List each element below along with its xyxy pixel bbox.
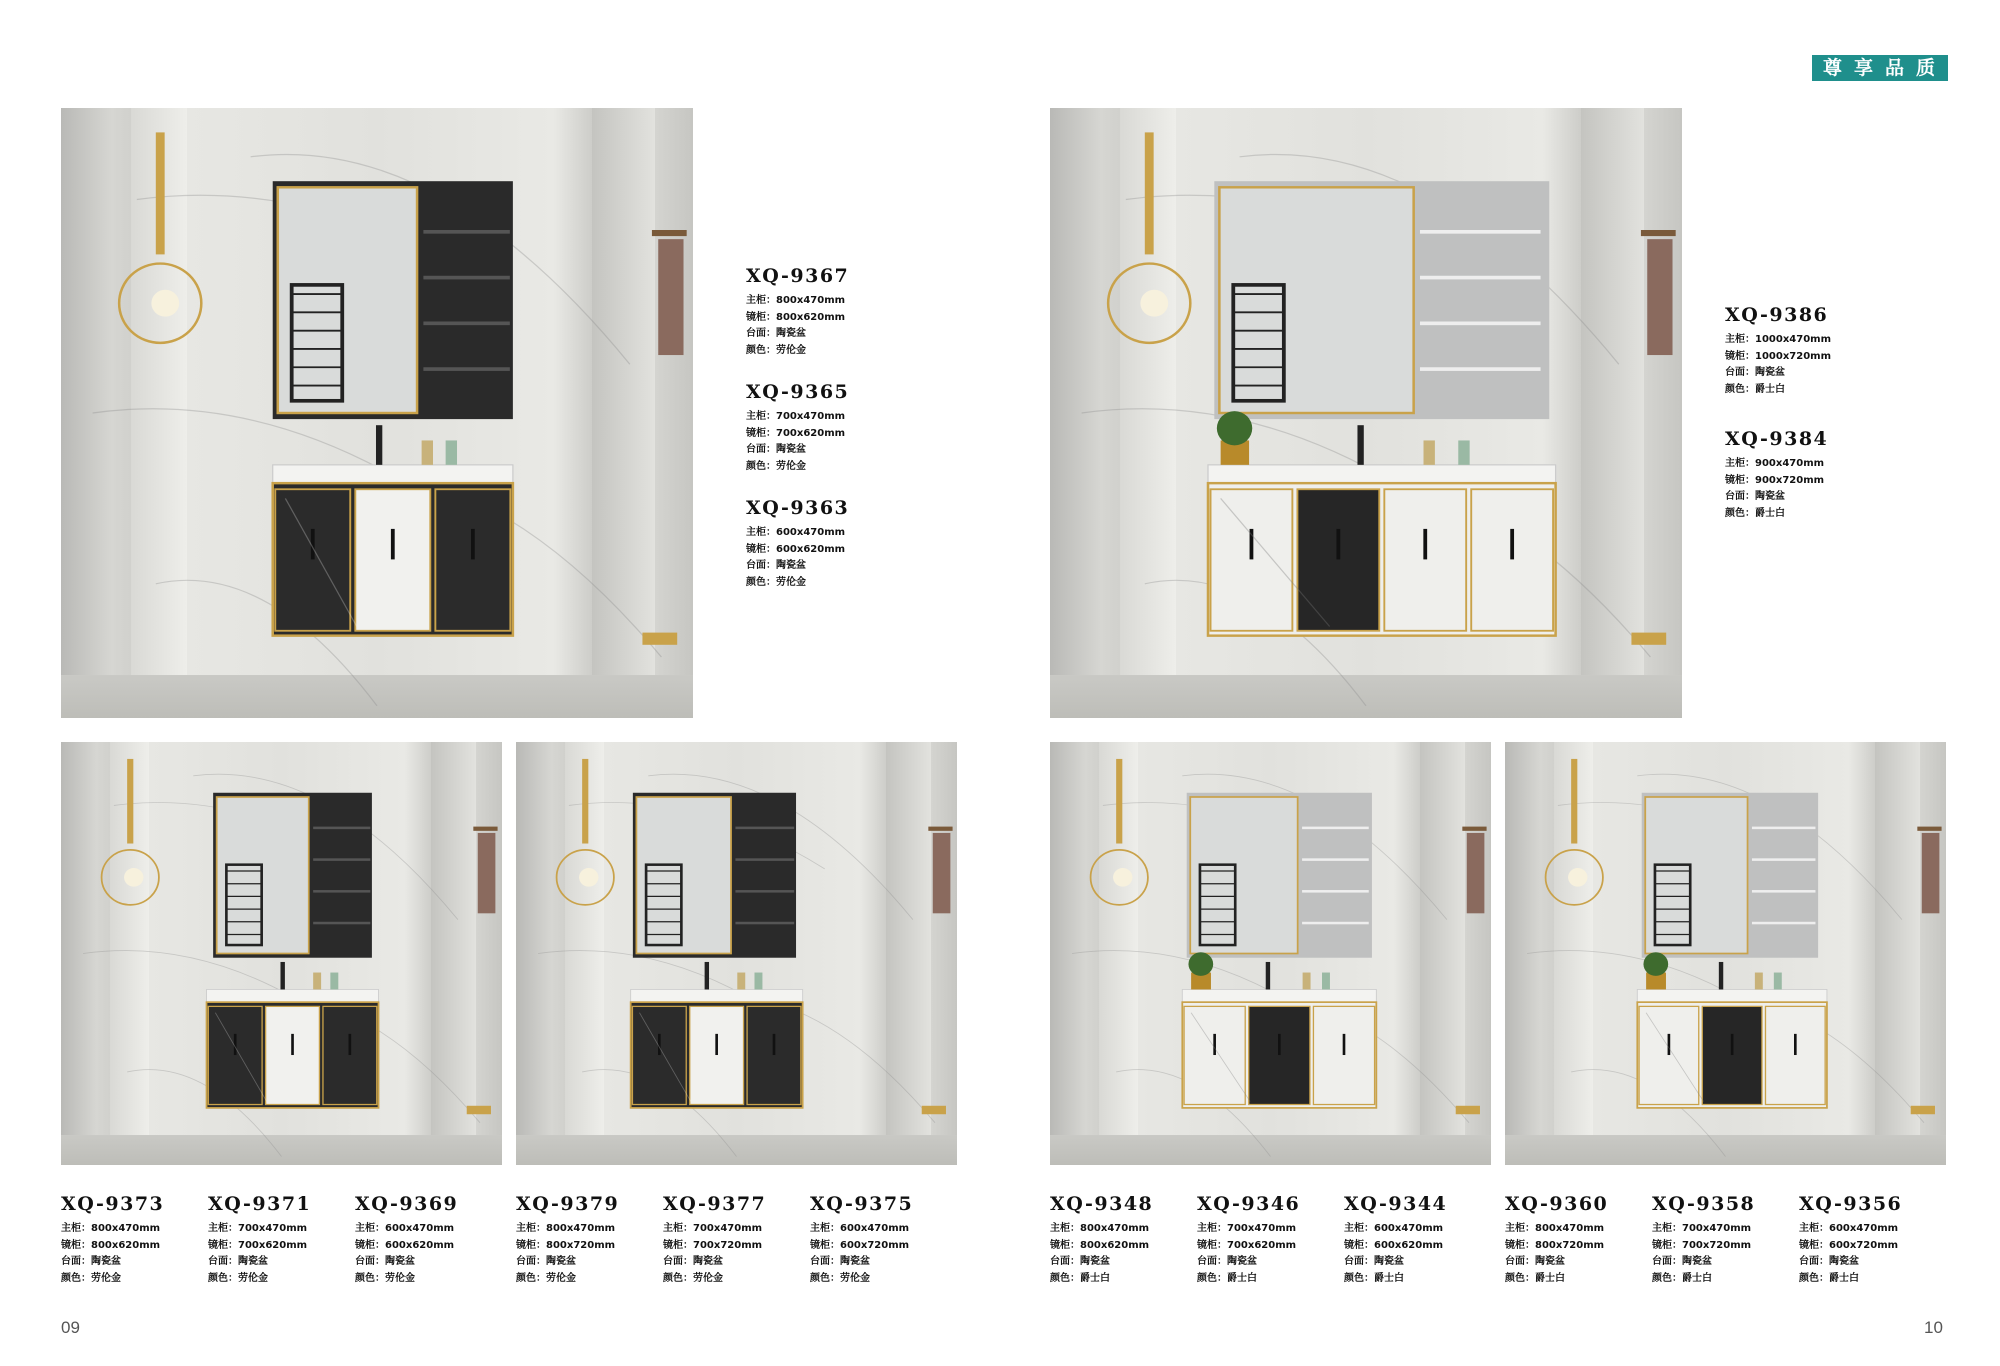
spec-value: 800x470mm (1080, 1223, 1150, 1234)
spec-label: 颜色： (1652, 1272, 1682, 1284)
spec-label: 主柜： (746, 527, 776, 538)
spec-label: 主柜： (1725, 334, 1755, 345)
spec-top (355, 1254, 458, 1271)
quality-badge: 尊享品质 (1812, 55, 1948, 81)
spec-value: 陶瓷盆 (1682, 1256, 1712, 1267)
spec-mirror (746, 426, 849, 443)
spec-color (810, 1271, 913, 1288)
model-spec (1505, 1193, 1608, 1287)
spec-color (1197, 1271, 1300, 1288)
model-spec (663, 1193, 766, 1287)
spec-value: 劳伦金 (385, 1272, 415, 1284)
spec-label: 主柜： (1197, 1223, 1227, 1234)
spec-label: 台面： (61, 1256, 91, 1267)
spec-value: 800x470mm (546, 1223, 616, 1234)
spec-value: 700x720mm (693, 1239, 763, 1251)
spec-top (1344, 1254, 1447, 1271)
spec-label: 台面： (1344, 1256, 1374, 1267)
model-code: XQ-9367 (746, 265, 850, 287)
spec-label: 镜柜： (1344, 1239, 1374, 1251)
spec-main (810, 1221, 913, 1238)
model-spec (516, 1193, 619, 1287)
model-code: XQ-9379 (516, 1193, 620, 1215)
spec-value: 陶瓷盆 (1080, 1256, 1110, 1267)
spec-value: 800x620mm (776, 311, 846, 323)
spec-value: 1000x720mm (1755, 350, 1831, 362)
model-spec (208, 1193, 311, 1287)
spec-value: 600x620mm (1374, 1239, 1444, 1251)
spec-top (1799, 1254, 1902, 1271)
spec-main (1197, 1221, 1300, 1238)
spec-mirror (663, 1238, 766, 1255)
spec-label: 颜色： (746, 576, 776, 588)
spec-label: 颜色： (1197, 1272, 1227, 1284)
model-code: XQ-9375 (810, 1193, 914, 1215)
product-photo-white-large (1050, 108, 1682, 718)
spec-value: 600x720mm (840, 1239, 910, 1251)
spec-value: 劳伦金 (91, 1272, 121, 1284)
spec-label: 台面： (746, 444, 776, 455)
product-photo-white-towel (1505, 742, 1946, 1165)
spec-main (355, 1221, 458, 1238)
spec-mirror (1725, 349, 1831, 366)
spec-label: 台面： (810, 1256, 840, 1267)
spec-color (208, 1271, 311, 1288)
spec-value: 700x620mm (776, 427, 846, 439)
spec-top (746, 558, 849, 575)
spec-label: 颜色： (1725, 507, 1755, 519)
spec-value: 600x470mm (776, 527, 846, 538)
spec-value: 700x470mm (1682, 1223, 1752, 1234)
spec-value: 爵士白 (1682, 1272, 1712, 1284)
page-number-left: 09 (61, 1318, 80, 1337)
model-spec (1197, 1193, 1300, 1287)
spec-main (61, 1221, 164, 1238)
spec-label: 镜柜： (355, 1239, 385, 1251)
spec-label: 镜柜： (1725, 350, 1755, 362)
spec-value: 700x720mm (1682, 1239, 1752, 1251)
spec-label: 主柜： (516, 1223, 546, 1234)
spec-value: 劳伦金 (776, 460, 806, 472)
spec-value: 爵士白 (1535, 1272, 1565, 1284)
spec-main (746, 525, 849, 542)
spec-color (1505, 1271, 1608, 1288)
spec-top (810, 1254, 913, 1271)
spec-label: 台面： (746, 560, 776, 571)
model-spec (1725, 304, 1831, 398)
spec-value: 600x470mm (1829, 1223, 1899, 1234)
spec-main (746, 293, 849, 310)
spec-main (746, 409, 849, 426)
spec-label: 颜色： (1344, 1272, 1374, 1284)
spec-label: 台面： (1197, 1256, 1227, 1267)
spec-mirror (1799, 1238, 1902, 1255)
product-photo-black-large (61, 108, 693, 718)
spec-color (663, 1271, 766, 1288)
spec-value: 800x720mm (546, 1239, 616, 1251)
spec-value: 陶瓷盆 (693, 1256, 723, 1267)
page-number-right: 10 (1924, 1318, 1943, 1337)
spec-value: 陶瓷盆 (1227, 1256, 1257, 1267)
spec-label: 镜柜： (746, 427, 776, 439)
spec-label: 颜色： (516, 1272, 546, 1284)
spec-label: 镜柜： (663, 1239, 693, 1251)
spec-value: 陶瓷盆 (776, 560, 806, 571)
spec-color (1652, 1271, 1755, 1288)
spec-label: 台面： (208, 1256, 238, 1267)
spec-value: 陶瓷盆 (1755, 491, 1785, 502)
model-spec (1652, 1193, 1755, 1287)
spec-label: 台面： (1725, 491, 1755, 502)
spec-mirror (1344, 1238, 1447, 1255)
spec-value: 1000x470mm (1755, 334, 1831, 345)
model-code: XQ-9371 (208, 1193, 312, 1215)
spec-value: 700x620mm (238, 1239, 308, 1251)
spec-mirror (516, 1238, 619, 1255)
spec-value: 陶瓷盆 (91, 1256, 121, 1267)
spec-mirror (810, 1238, 913, 1255)
spec-value: 700x620mm (1227, 1239, 1297, 1251)
spec-mirror (208, 1238, 311, 1255)
spec-label: 镜柜： (1197, 1239, 1227, 1251)
spec-label: 主柜： (61, 1223, 91, 1234)
spec-label: 镜柜： (1725, 474, 1755, 486)
spec-value: 陶瓷盆 (776, 328, 806, 339)
spec-value: 爵士白 (1755, 383, 1785, 395)
spec-value: 700x470mm (693, 1223, 763, 1234)
spec-main (1344, 1221, 1447, 1238)
spec-label: 台面： (516, 1256, 546, 1267)
spec-label: 主柜： (746, 295, 776, 306)
spec-label: 镜柜： (810, 1239, 840, 1251)
model-code: XQ-9344 (1344, 1193, 1448, 1215)
spec-label: 台面： (1652, 1256, 1682, 1267)
spec-label: 镜柜： (1050, 1239, 1080, 1251)
spec-label: 台面： (746, 328, 776, 339)
spec-mirror (746, 310, 849, 327)
spec-value: 陶瓷盆 (776, 444, 806, 455)
spec-label: 镜柜： (516, 1239, 546, 1251)
model-code: XQ-9346 (1197, 1193, 1301, 1215)
spec-value: 800x470mm (776, 295, 846, 306)
spec-label: 颜色： (61, 1272, 91, 1284)
spec-color (746, 343, 849, 360)
spec-value: 陶瓷盆 (1829, 1256, 1859, 1267)
spec-label: 主柜： (1050, 1223, 1080, 1234)
spec-label: 镜柜： (1505, 1239, 1535, 1251)
spec-value: 600x470mm (1374, 1223, 1444, 1234)
spec-label: 台面： (355, 1256, 385, 1267)
spec-label: 主柜： (1652, 1223, 1682, 1234)
spec-label: 主柜： (355, 1223, 385, 1234)
spec-value: 爵士白 (1374, 1272, 1404, 1284)
spec-label: 台面： (1725, 367, 1755, 378)
spec-label: 颜色： (1799, 1272, 1829, 1284)
model-spec (1725, 428, 1828, 522)
spec-label: 主柜： (810, 1223, 840, 1234)
spec-label: 镜柜： (1799, 1239, 1829, 1251)
spec-value: 陶瓷盆 (840, 1256, 870, 1267)
model-spec (746, 265, 849, 359)
spec-color (1799, 1271, 1902, 1288)
spec-label: 镜柜： (61, 1239, 91, 1251)
spec-label: 台面： (1050, 1256, 1080, 1267)
model-spec (1799, 1193, 1902, 1287)
model-spec (61, 1193, 164, 1287)
spec-main (1799, 1221, 1902, 1238)
spec-value: 900x720mm (1755, 474, 1825, 486)
spec-color (516, 1271, 619, 1288)
spec-label: 主柜： (663, 1223, 693, 1234)
spec-top (746, 326, 849, 343)
spec-main (663, 1221, 766, 1238)
spec-label: 台面： (1505, 1256, 1535, 1267)
spec-value: 陶瓷盆 (1755, 367, 1785, 378)
model-spec (1050, 1193, 1153, 1287)
product-photo-black-towel (516, 742, 957, 1165)
spec-label: 主柜： (1505, 1223, 1535, 1234)
spec-value: 劳伦金 (776, 576, 806, 588)
spec-label: 颜色： (810, 1272, 840, 1284)
spec-value: 劳伦金 (546, 1272, 576, 1284)
spec-top (208, 1254, 311, 1271)
spec-value: 劳伦金 (776, 344, 806, 356)
spec-main (516, 1221, 619, 1238)
spec-value: 劳伦金 (238, 1272, 268, 1284)
spec-value: 爵士白 (1829, 1272, 1859, 1284)
spec-label: 镜柜： (1652, 1239, 1682, 1251)
spec-mirror (1725, 473, 1828, 490)
spec-label: 台面： (1799, 1256, 1829, 1267)
model-code: XQ-9377 (663, 1193, 767, 1215)
spec-top (1197, 1254, 1300, 1271)
spec-mirror (746, 542, 849, 559)
model-code: XQ-9356 (1799, 1193, 1903, 1215)
model-code: XQ-9365 (746, 381, 850, 403)
spec-value: 800x470mm (91, 1223, 161, 1234)
spec-label: 颜色： (1050, 1272, 1080, 1284)
spec-value: 陶瓷盆 (546, 1256, 576, 1267)
spec-value: 爵士白 (1080, 1272, 1110, 1284)
spec-label: 颜色： (746, 344, 776, 356)
spec-mirror (1197, 1238, 1300, 1255)
model-spec (1344, 1193, 1447, 1287)
model-code: XQ-9373 (61, 1193, 165, 1215)
spec-mirror (1050, 1238, 1153, 1255)
spec-value: 陶瓷盆 (1535, 1256, 1565, 1267)
model-spec (810, 1193, 913, 1287)
spec-top (61, 1254, 164, 1271)
spec-color (1050, 1271, 1153, 1288)
spec-label: 镜柜： (208, 1239, 238, 1251)
spec-value: 爵士白 (1755, 507, 1785, 519)
spec-top (1652, 1254, 1755, 1271)
spec-top (746, 442, 849, 459)
spec-value: 700x470mm (1227, 1223, 1297, 1234)
spec-label: 颜色： (1725, 383, 1755, 395)
model-code: XQ-9384 (1725, 428, 1829, 450)
spec-main (1725, 332, 1831, 349)
spec-color (746, 575, 849, 592)
product-photo-white-shelf (1050, 742, 1491, 1165)
spec-label: 颜色： (663, 1272, 693, 1284)
spec-label: 台面： (663, 1256, 693, 1267)
spec-value: 劳伦金 (693, 1272, 723, 1284)
model-spec (746, 381, 849, 475)
spec-top (663, 1254, 766, 1271)
spec-mirror (1505, 1238, 1608, 1255)
spec-main (208, 1221, 311, 1238)
spec-value: 700x470mm (776, 411, 846, 422)
spec-color (746, 459, 849, 476)
spec-value: 陶瓷盆 (1374, 1256, 1404, 1267)
spec-color (355, 1271, 458, 1288)
spec-label: 颜色： (208, 1272, 238, 1284)
spec-value: 600x720mm (1829, 1239, 1899, 1251)
spec-value: 800x720mm (1535, 1239, 1605, 1251)
spec-top (1050, 1254, 1153, 1271)
spec-label: 主柜： (208, 1223, 238, 1234)
spec-top (516, 1254, 619, 1271)
spec-label: 主柜： (1799, 1223, 1829, 1234)
spec-value: 800x470mm (1535, 1223, 1605, 1234)
spec-value: 600x470mm (840, 1223, 910, 1234)
spec-main (1505, 1221, 1608, 1238)
spec-label: 主柜： (746, 411, 776, 422)
spec-value: 600x620mm (385, 1239, 455, 1251)
spec-color (1725, 506, 1828, 523)
spec-color (61, 1271, 164, 1288)
spec-label: 主柜： (1725, 458, 1755, 469)
model-spec (355, 1193, 458, 1287)
spec-value: 900x470mm (1755, 458, 1825, 469)
model-code: XQ-9358 (1652, 1193, 1756, 1215)
model-code: XQ-9386 (1725, 304, 1829, 326)
model-code: XQ-9369 (355, 1193, 459, 1215)
product-photo-black-shelf (61, 742, 502, 1165)
spec-mirror (355, 1238, 458, 1255)
spec-value: 陶瓷盆 (385, 1256, 415, 1267)
spec-main (1652, 1221, 1755, 1238)
spec-main (1725, 456, 1828, 473)
spec-value: 600x470mm (385, 1223, 455, 1234)
spec-main (1050, 1221, 1153, 1238)
spec-label: 颜色： (1505, 1272, 1535, 1284)
spec-top (1725, 489, 1828, 506)
spec-label: 颜色： (355, 1272, 385, 1284)
spec-label: 主柜： (1344, 1223, 1374, 1234)
spec-color (1725, 382, 1831, 399)
model-code: XQ-9363 (746, 497, 850, 519)
spec-color (1344, 1271, 1447, 1288)
spec-top (1505, 1254, 1608, 1271)
spec-mirror (1652, 1238, 1755, 1255)
spec-value: 800x620mm (1080, 1239, 1150, 1251)
model-spec (746, 497, 849, 591)
spec-label: 颜色： (746, 460, 776, 472)
spec-value: 陶瓷盆 (238, 1256, 268, 1267)
spec-top (1725, 365, 1831, 382)
spec-mirror (61, 1238, 164, 1255)
spec-value: 800x620mm (91, 1239, 161, 1251)
model-code: XQ-9360 (1505, 1193, 1609, 1215)
model-code: XQ-9348 (1050, 1193, 1154, 1215)
spec-value: 劳伦金 (840, 1272, 870, 1284)
spec-label: 镜柜： (746, 311, 776, 323)
spec-value: 爵士白 (1227, 1272, 1257, 1284)
spec-value: 600x620mm (776, 543, 846, 555)
spec-value: 700x470mm (238, 1223, 308, 1234)
spec-label: 镜柜： (746, 543, 776, 555)
